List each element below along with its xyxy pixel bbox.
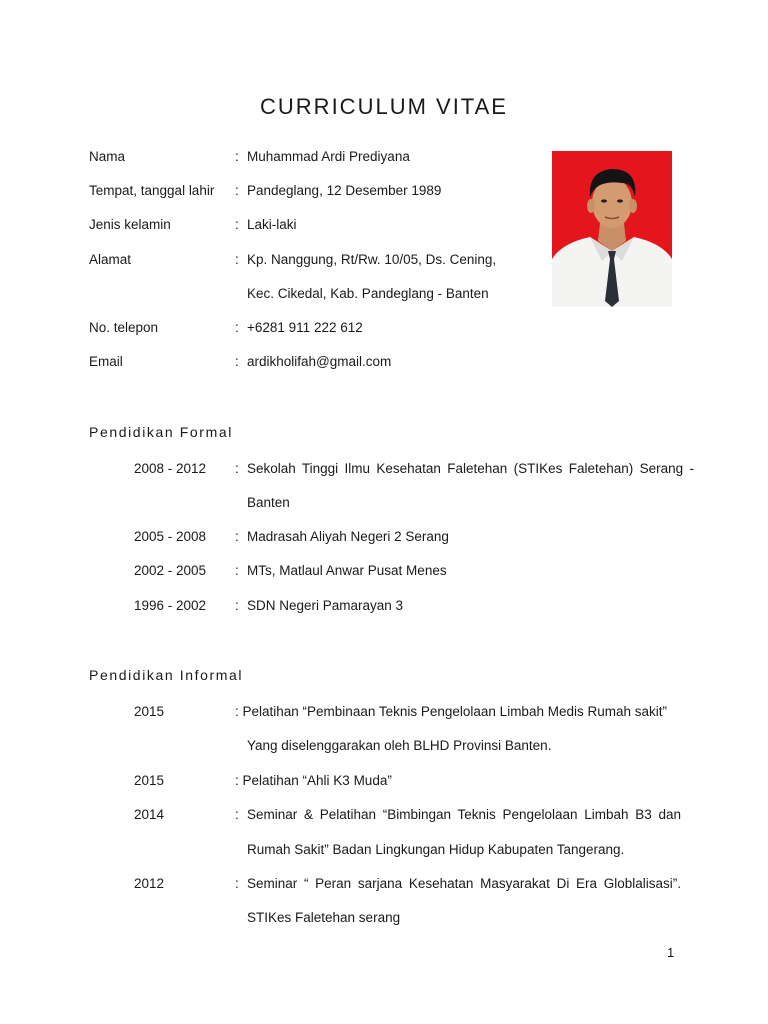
value-nama: Muhammad Ardi Prediyana xyxy=(247,149,410,164)
informal-year: 2014 xyxy=(134,807,165,822)
colon: : xyxy=(235,320,239,335)
informal-year: 2015 xyxy=(134,704,165,719)
colon: : xyxy=(235,217,239,232)
value-alamat-line2: Kec. Cikedal, Kab. Pandeglang - Banten xyxy=(247,286,489,301)
value-no-telepon: +6281 911 222 612 xyxy=(247,320,363,335)
heading-pendidikan-informal: Pendidikan Informal xyxy=(89,667,244,683)
formal-school: SDN Negeri Pamarayan 3 xyxy=(247,598,404,613)
label-alamat: Alamat xyxy=(89,252,132,267)
informal-year: 2015 xyxy=(134,773,165,788)
formal-school-line2: Banten xyxy=(247,495,290,510)
formal-school: Sekolah Tinggi Ilmu Kesehatan Faletehan (STIKes Faletehan) Serang - xyxy=(247,461,694,476)
informal-item: Seminar “ Peran sarjana Kesehatan Masyarakat Di Era Globlalisasi”. xyxy=(247,876,681,891)
colon: : xyxy=(235,529,239,544)
formal-school: Madrasah Aliyah Negeri 2 Serang xyxy=(247,529,449,544)
informal-item-line2: Yang diselenggarakan oleh BLHD Provinsi Banten. xyxy=(247,738,552,753)
formal-school: MTs, Matlaul Anwar Pusat Menes xyxy=(247,563,447,578)
colon: : xyxy=(235,252,239,267)
formal-years: 1996 - 2002 xyxy=(134,598,207,613)
colon: : xyxy=(235,461,239,476)
formal-years: 2005 - 2008 xyxy=(134,529,207,544)
label-tempat-tanggal-lahir: Tempat, tanggal lahir xyxy=(89,183,215,198)
value-email: ardikholifah@gmail.com xyxy=(247,354,392,369)
value-tempat-tanggal-lahir: Pandeglang, 12 Desember 1989 xyxy=(247,183,442,198)
colon: : xyxy=(235,183,239,198)
informal-item: Seminar & Pelatihan “Bimbingan Teknis Pengelolaan Limbah B3 dan xyxy=(247,807,681,822)
informal-item: : Pelatihan “Pembinaan Teknis Pengelolaan Limbah Medis Rumah sakit” xyxy=(235,704,667,719)
formal-years: 2008 - 2012 xyxy=(134,461,207,476)
photo-illustration xyxy=(552,151,672,307)
colon: : xyxy=(235,354,239,369)
formal-years: 2002 - 2005 xyxy=(134,563,207,578)
informal-year: 2012 xyxy=(134,876,165,891)
value-jenis-kelamin: Laki-laki xyxy=(247,217,297,232)
colon: : xyxy=(235,149,239,164)
colon: : xyxy=(235,598,239,613)
page-number: 1 xyxy=(667,945,675,960)
informal-item-line2: Rumah Sakit” Badan Lingkungan Hidup Kabupaten Tangerang. xyxy=(247,842,625,857)
person-photo-icon xyxy=(552,151,672,307)
label-no-telepon: No. telepon xyxy=(89,320,159,335)
colon: : xyxy=(235,876,239,891)
informal-item-line2: STIKes Faletehan serang xyxy=(247,910,401,925)
informal-item: : Pelatihan “Ahli K3 Muda” xyxy=(235,773,392,788)
value-alamat-line1: Kp. Nanggung, Rt/Rw. 10/05, Ds. Cening, xyxy=(247,252,497,267)
label-jenis-kelamin: Jenis kelamin xyxy=(89,217,171,232)
label-nama: Nama xyxy=(89,149,126,164)
cv-title: CURRICULUM VITAE xyxy=(260,94,508,119)
colon: : xyxy=(235,807,239,822)
heading-pendidikan-formal: Pendidikan Formal xyxy=(89,424,233,440)
label-email: Email xyxy=(89,354,123,369)
colon: : xyxy=(235,563,239,578)
